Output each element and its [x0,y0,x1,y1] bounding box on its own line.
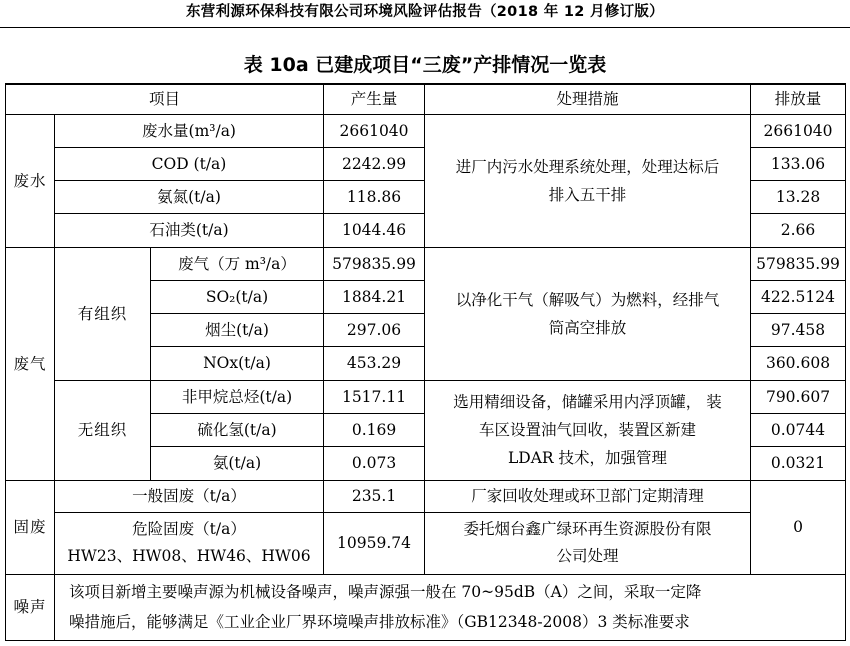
measure-line: 选用精细设备，储罐采用内浮顶罐， 装 [453,393,722,411]
table-row [6,512,846,574]
table-row [6,380,846,413]
category-wastegas: 废气 [6,247,55,480]
item-name-line: 危险固废（t/a） [132,520,246,538]
item-name: 烟尘(t/a) [151,313,324,346]
generated-value: 297.06 [324,313,425,346]
noise-description [55,574,846,640]
emissions-table [5,83,846,641]
generated-value: 235.1 [324,480,425,512]
noise-line: 该项目新增主要噪声源为机械设备噪声，噪声源强一般在 70~95dB（A）之间，采取一定降 [69,583,702,601]
measure-line: 委托烟台鑫广绿环再生资源股份有限 [463,520,712,538]
generated-value: 2661040 [324,114,425,147]
measure-line: 公司处理 [556,547,619,565]
col-header-item: 项目 [6,84,324,114]
col-header-generated: 产生量 [324,84,425,114]
discharge-value: 2661040 [751,114,846,147]
item-name: 氨氮(t/a) [55,180,324,213]
hazardous-solid-item [55,512,324,574]
wastewater-measure [425,114,751,247]
generated-value: 0.169 [324,413,425,446]
item-name-line: HW23、HW08、HW46、HW06 [67,547,311,565]
measure-line: 筒高空排放 [548,318,627,337]
discharge-value: 2.66 [751,213,846,247]
discharge-value: 0.0744 [751,413,846,446]
table-title: 表 10a 已建成项目“三废”产排情况一览表 [243,54,607,76]
unorganized-gas-measure [425,380,751,480]
item-name: 硫化氢(t/a) [151,413,324,446]
measure-line: 以净化干气（解吸气）为燃料，经排气 [455,290,720,309]
header-row [6,84,846,114]
item-name: 非甲烷总烃(t/a) [151,380,324,413]
item-name: SO₂(t/a) [151,280,324,313]
table-row [6,247,846,280]
discharge-value: 790.607 [751,380,846,413]
measure-line: 排入五干排 [548,185,627,204]
generated-value: 118.86 [324,180,425,213]
generated-value: 10959.74 [324,512,425,574]
item-name: COD (t/a) [55,147,324,180]
table-row [6,574,846,640]
table-row [6,114,846,147]
generated-value: 1517.11 [324,380,425,413]
hazardous-solid-measure [425,512,751,574]
solid-discharge-value: 0 [751,480,846,574]
col-header-measures: 处理措施 [425,84,751,114]
discharge-value: 0.0321 [751,446,846,480]
category-noise: 噪声 [6,574,55,640]
generated-value: 579835.99 [324,247,425,280]
subcategory-organized: 有组织 [55,247,151,380]
organized-gas-measure [425,247,751,380]
generated-value: 0.073 [324,446,425,480]
col-header-discharge: 排放量 [751,84,846,114]
item-name: 废气（万 m³/a） [151,247,324,280]
generated-value: 453.29 [324,346,425,380]
header-divider [0,27,850,28]
item-name: NOx(t/a) [151,346,324,380]
item-name: 废水量(m³/a) [55,114,324,147]
category-solid: 固废 [6,480,55,574]
measure-line: 进厂内污水处理系统处理，处理达标后 [455,157,720,176]
page-header: 东营利源环保科技有限公司环境风险评估报告（2018 年 12 月修订版） [186,4,664,20]
generated-value: 1884.21 [324,280,425,313]
measure-line: 车区设置油气回收，装置区新建 [479,421,697,439]
category-wastewater: 废水 [6,114,55,247]
discharge-value: 579835.99 [751,247,846,280]
discharge-value: 97.458 [751,313,846,346]
item-name: 氨(t/a) [151,446,324,480]
discharge-value: 360.608 [751,346,846,380]
general-solid-measure: 厂家回收处理或环卫部门定期清理 [425,480,751,512]
discharge-value: 133.06 [751,147,846,180]
noise-line: 噪措施后，能够满足《工业企业厂界环境噪声排放标准》（GB12348-2008）3 类标准要求 [69,613,690,631]
subcategory-unorganized: 无组织 [55,380,151,480]
item-name: 一般固废（t/a） [55,480,324,512]
generated-value: 2242.99 [324,147,425,180]
discharge-value: 422.5124 [751,280,846,313]
item-name: 石油类(t/a) [55,213,324,247]
discharge-value: 13.28 [751,180,846,213]
generated-value: 1044.46 [324,213,425,247]
table-row [6,480,846,512]
measure-line: LDAR 技术，加强管理 [508,449,668,467]
